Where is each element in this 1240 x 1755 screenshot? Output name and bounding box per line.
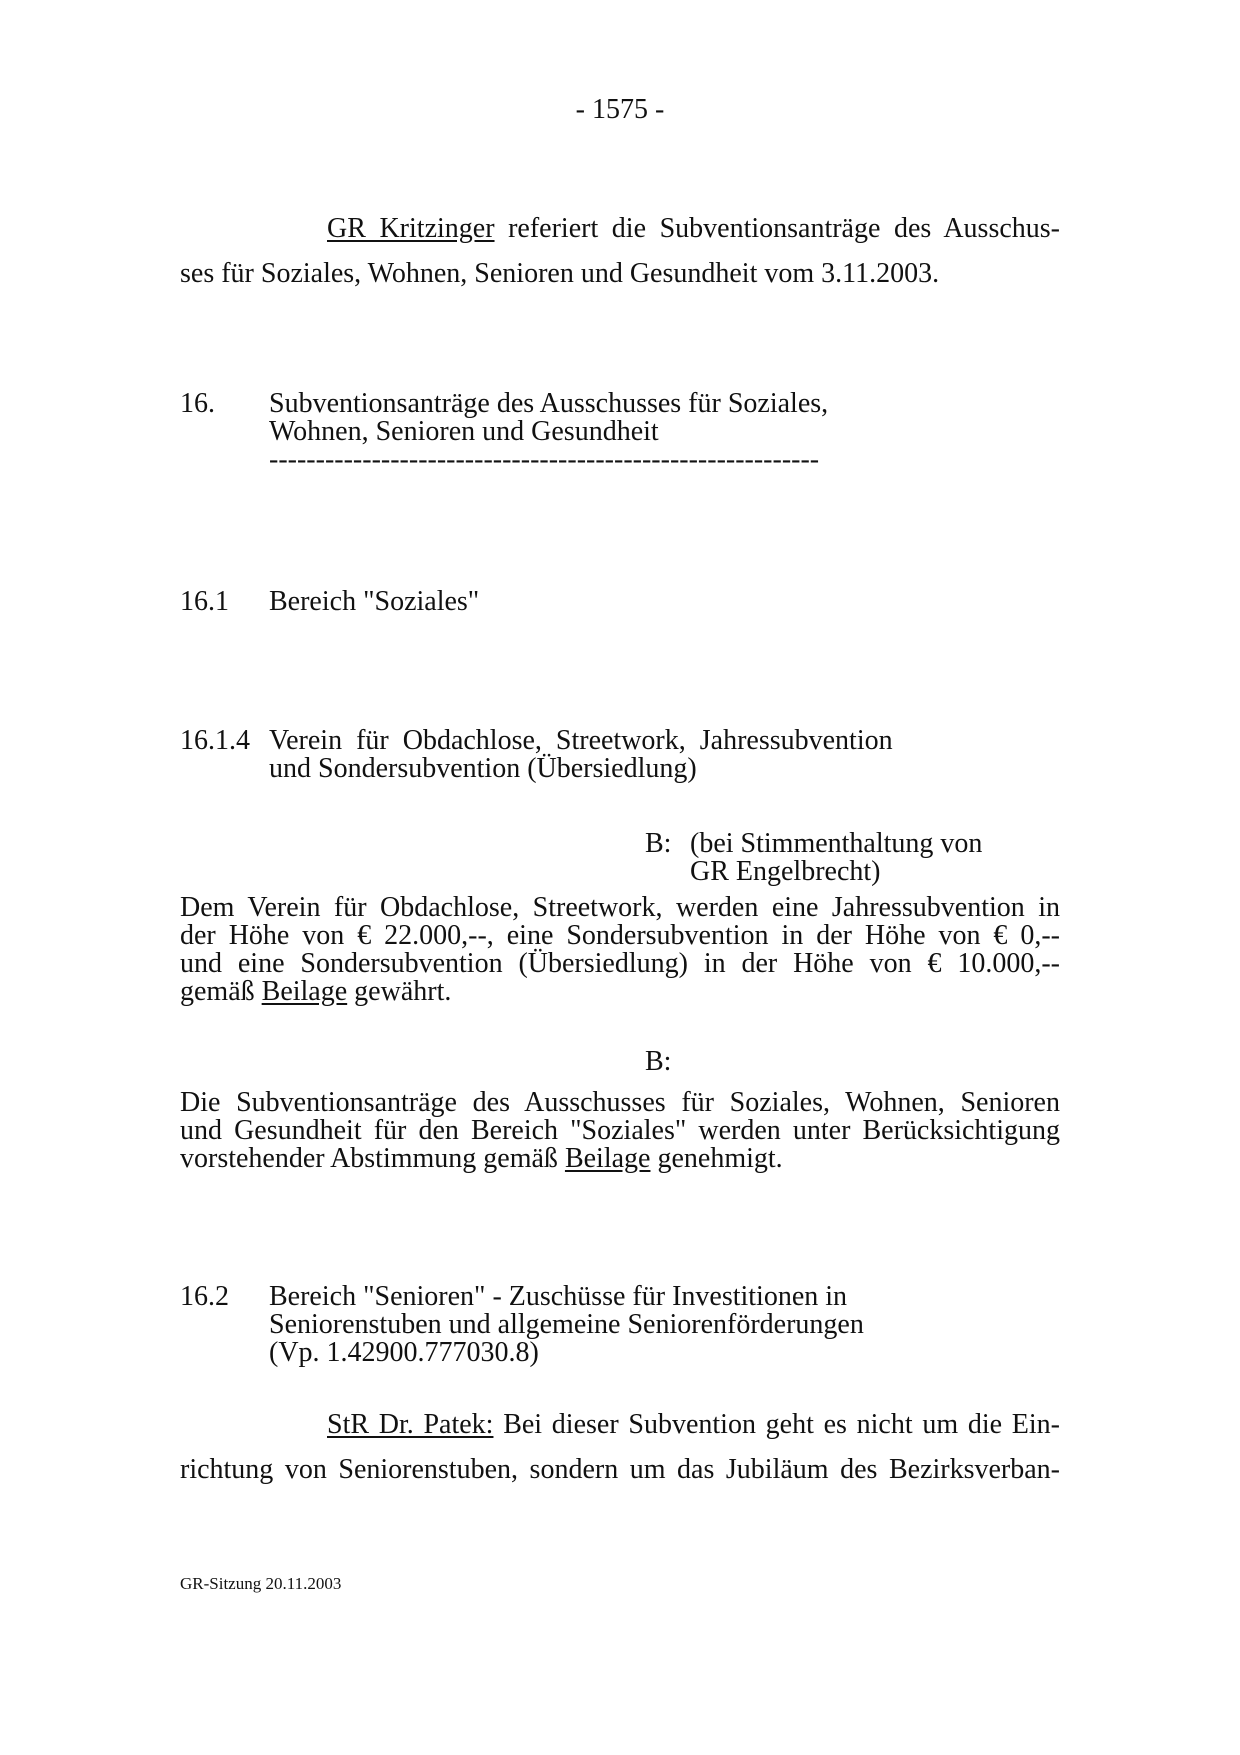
decision-2-line-1: Die Subventionsanträge des Ausschusses für Soziales, Wohnen, Senioren xyxy=(180,1087,1060,1118)
item-title xyxy=(269,390,879,474)
statement-line-2: richtung von Seniorenstuben, sondern um das Jubiläum des Bezirksverban- xyxy=(180,1454,1060,1485)
resolution-note-line-1: (bei Stimmenthaltung von xyxy=(690,828,983,859)
intro-paragraph xyxy=(180,206,1060,296)
item-number: 16.1.4 xyxy=(180,725,250,756)
item-title-line-1: Subventionsanträge des Ausschusses für Soziales, xyxy=(269,388,829,419)
intro-line-2: ses für Soziales, Wohnen, Senioren und Gesundheit vom 3.11.2003. xyxy=(180,258,940,289)
dash-separator: ----------------------------------------------------------- xyxy=(269,446,820,474)
decision-2 xyxy=(180,1089,1060,1173)
speaker-name: StR Dr. Patek: xyxy=(327,1409,494,1440)
beilage-link[interactable]: Beilage xyxy=(261,976,348,1007)
statement-line-1-text: Bei dieser Subvention geht es nicht um die Ein- xyxy=(493,1409,1060,1440)
decision-2-line-2: und Gesundheit für den Bereich "Soziales" werden unter Berücksichtigung xyxy=(180,1115,1060,1146)
decision-1-line-3: und eine Sondersubvention (Übersiedlung) in der Höhe von € 10.000,-- xyxy=(180,948,1060,979)
resolution-note xyxy=(690,830,982,886)
decision-1-line-4 xyxy=(180,978,1060,1006)
item-title-line-2: und Sondersubvention (Übersiedlung) xyxy=(269,753,697,784)
statement-line-1 xyxy=(180,1402,1060,1447)
decision-2-line-3 xyxy=(180,1145,1060,1173)
item-title xyxy=(269,1283,864,1367)
item-title-line-1: Bereich "Soziales" xyxy=(269,586,480,617)
item-title-line-2: Wohnen, Senioren und Gesundheit xyxy=(269,416,659,447)
item-title-line-2: Seniorenstuben und allgemeine Seniorenförderungen xyxy=(269,1309,864,1340)
speaker-name: GR Kritzinger xyxy=(327,213,495,244)
intro-line-1-text: referiert die Subventionsanträge des Ausschus- xyxy=(494,213,1060,244)
item-number: 16. xyxy=(180,388,215,419)
item-title xyxy=(269,727,893,783)
page-footer: GR-Sitzung 20.11.2003 xyxy=(180,1574,342,1593)
page-number: - 1575 - xyxy=(575,94,665,125)
resolution-note-line-2: GR Engelbrecht) xyxy=(690,856,881,887)
decision-1-line-2: der Höhe von € 22.000,--, eine Sondersubvention in der Höhe von € 0,-- xyxy=(180,920,1060,951)
decision-1-line-1: Dem Verein für Obdachlose, Streetwork, werden eine Jahressubvention in xyxy=(180,892,1060,923)
decision-2-line-3-text: vorstehender Abstimmung gemäß xyxy=(180,1143,565,1174)
item-title-line-1: Verein für Obdachlose, Streetwork, Jahressubvention xyxy=(269,725,893,756)
decision-1 xyxy=(180,894,1060,1006)
item-number: 16.2 xyxy=(180,1281,229,1312)
resolution-label: B: xyxy=(645,828,672,859)
item-title-line-3: (Vp. 1.42900.777030.8) xyxy=(269,1337,539,1368)
item-number: 16.1 xyxy=(180,586,229,617)
statement-paragraph xyxy=(180,1402,1060,1492)
resolution-label: B: xyxy=(645,1046,672,1077)
decision-1-line-4-text: gemäß xyxy=(180,976,262,1007)
item-title-line-1: Bereich "Senioren" - Zuschüsse für Investitionen in xyxy=(269,1281,848,1312)
decision-1-line-4-end: gewährt. xyxy=(347,976,452,1007)
decision-2-line-3-end: genehmigt. xyxy=(650,1143,783,1174)
beilage-link[interactable]: Beilage xyxy=(564,1143,651,1174)
item-title xyxy=(269,588,479,616)
intro-line-1 xyxy=(180,206,1060,251)
